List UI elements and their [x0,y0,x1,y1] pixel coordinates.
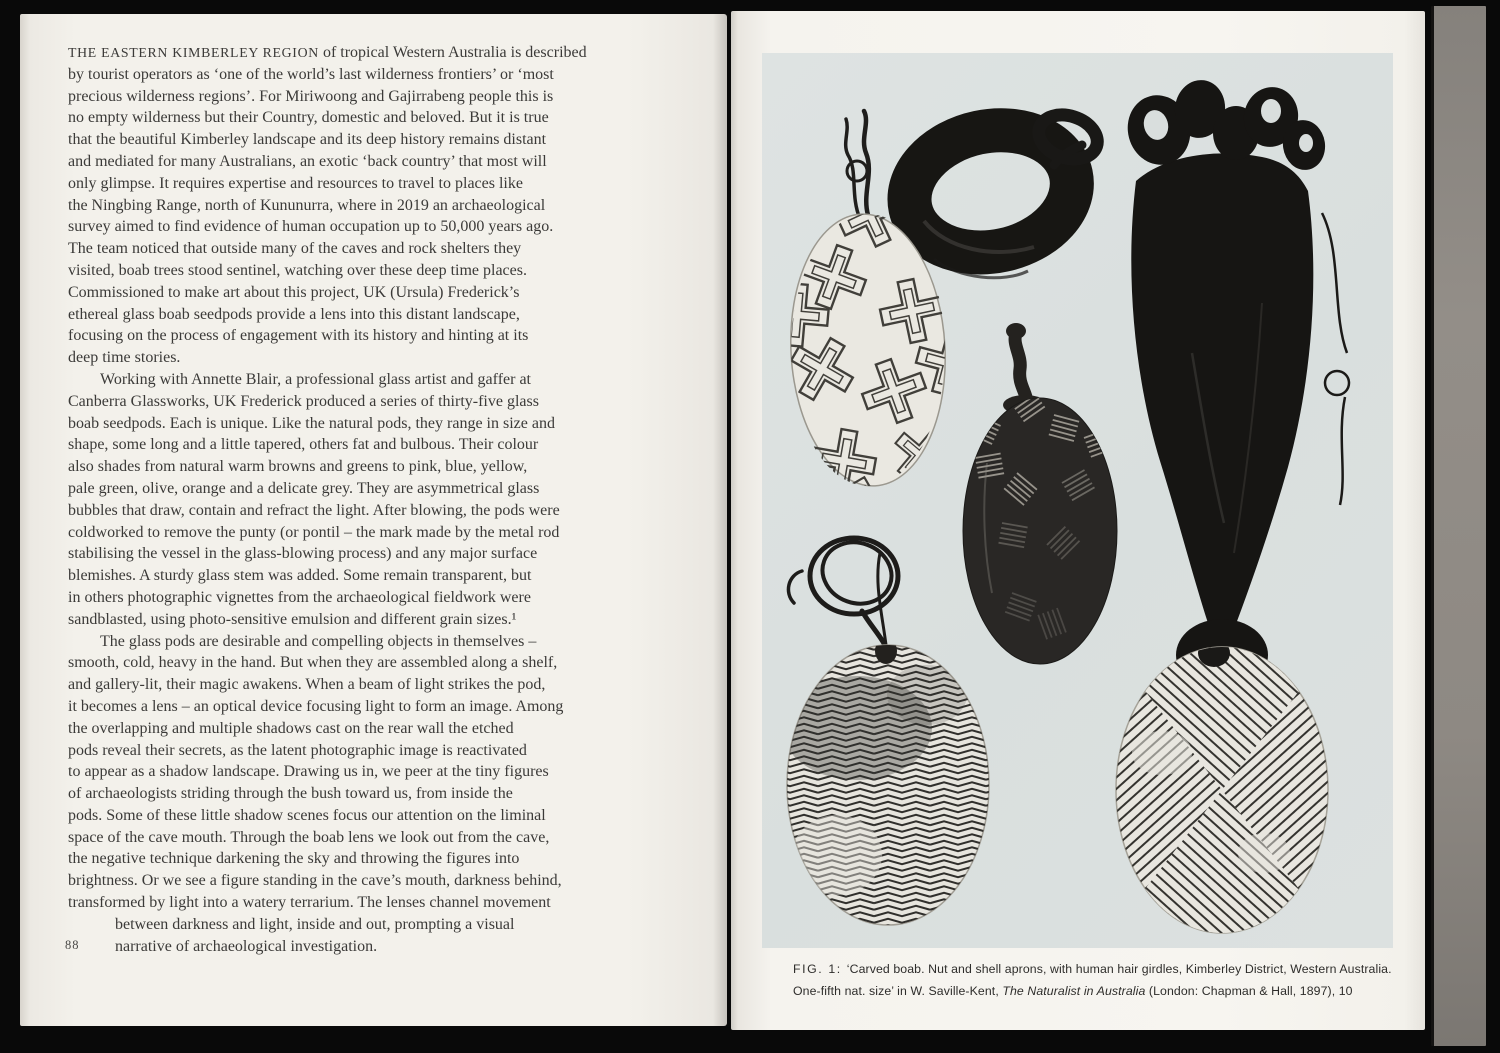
caption-line-2 [793,981,1399,1003]
page-number: 88 [65,938,80,952]
text-line: precious wilderness regions’. For Miriwoong and Gajirrabeng people this is [68,87,554,105]
text-line: Working with Annette Blair, a professional glass artist and gaffer at [100,370,531,388]
human-hair-girdle-coil [898,108,1103,278]
text-line: pods. Some of these little shadow scenes focus our attention on the liminal [68,806,546,824]
text-line: pods reveal their secrets, as the latent photographic image is reactivated [68,741,527,759]
text-line: to appear as a shadow landscape. Drawing us in, we peer at the tiny figures [68,763,549,781]
figure-caption [793,959,1399,1002]
text-line: that the beautiful Kimberley landscape and its deep history remains distant [68,131,547,149]
caption-line-1 [793,959,1399,981]
text-line: only glimpse. It requires expertise and resources to travel to places like [68,174,523,192]
text-line: by tourist operators as ‘one of the world’s last wilderness frontiers’ or ‘most [68,65,554,83]
text-line: the Ningbing Range, north of Kununurra, where in 2019 an archaeological [68,196,546,214]
text-line: and mediated for many Australians, an exotic ‘back country’ that most will [68,152,547,170]
text-line: no empty wilderness but their Country, domestic and beloved. But it is true [68,109,549,127]
text-line: it becomes a lens – an optical device focusing light to form an image. Among [68,697,564,715]
book-fore-edge [1431,6,1486,1046]
text-line: also shades from natural warm browns and greens to pink, blue, yellow, [68,458,528,476]
text-line: pale green, olive, orange and a delicate grey. They are asymmetrical glass [68,479,540,497]
text-line: Canberra Glassworks, UK Frederick produced a series of thirty-five glass [68,392,539,410]
text-line: visited, boab trees stood sentinel, watching over these deep time places. [68,261,527,279]
text-line: The glass pods are desirable and compelling objects in themselves – [100,632,537,650]
figure-plate [762,53,1393,948]
text-line: the negative technique darkening the sky and throwing the figures into [68,850,520,868]
text-line: and gallery-lit, their magic awakens. When a beam of light strikes the pod, [68,676,546,694]
caption-text-2a: One-fifth nat. size’ in W. Saville-Kent, [793,983,1003,998]
right-page [731,11,1425,1030]
text-line: focusing on the process of engagement with its history and hinting at its [68,327,529,345]
text-line: stabilising the vessel in the glass-blowing process) and any major surface [68,545,538,563]
carved-boab-nut-meander-pattern [763,111,986,543]
left-page [20,14,727,1026]
caption-text-2b: (London: Chapman & Hall, 1897), 10 [1145,983,1353,998]
text-line: smooth, cold, heavy in the hand. But when they are assembled along a shelf, [68,654,558,672]
text-line: deep time stories. [68,349,181,367]
text-line: bubbles that draw, contain and refract the light. After blowing, the pods were [68,501,560,519]
carved-boab-nut-zigzag-pattern [782,533,989,925]
text-line: narrative of archaeological investigation. [115,937,378,955]
text-line: sandblasted, using photo-sensitive emulsion and different grain sizes.¹ [68,610,517,628]
caption-text-1: ‘Carved boab. Nut and shell aprons, with human hair girdles, Kimberley District, Western Australia. [846,962,1392,976]
body-text [68,42,660,957]
text-line: THE EASTERN KIMBERLEY REGION of tropical Western Australia is described [68,44,587,61]
text-line: Commissioned to make art about this project, UK (Ursula) Frederick’s [68,283,520,301]
text-line: shape, some long and a little tapered, others fat and bulbous. Their colour [68,436,539,454]
text-line: between darkness and light, inside and out, prompting a visual [115,915,515,933]
text-line: transformed by light into a watery terrarium. The lenses channel movement [68,894,551,912]
caption-book-title: The Naturalist in Australia [1002,983,1146,998]
human-hair-girdle-hank [1120,77,1349,691]
text-line: blemishes. A sturdy glass stem was added. Some remain transparent, but [68,567,532,585]
figure-illustration [762,53,1393,948]
text-line: survey aimed to find evidence of human occupation up to 50,000 years ago. [68,218,554,236]
carved-boab-nut-radiating-chevron-pattern [1092,623,1352,948]
text-line: boab seedpods. Each is unique. Like the natural pods, they range in size and [68,414,555,432]
figure-label: FIG. 1: [793,962,842,976]
text-line: The team noticed that outside many of the caves and rock shelters they [68,240,522,258]
text-line: coldworked to remove the punty (or pontil – the mark made by the metal rod [68,523,560,541]
carved-boab-nut-with-stem [963,323,1117,664]
text-line: brightness. Or we see a figure standing in the cave’s mouth, darkness behind, [68,872,562,890]
text-line: the overlapping and multiple shadows cast on the rear wall the etched [68,719,514,737]
text-line: ethereal glass boab seedpods provide a lens into this distant landscape, [68,305,520,323]
text-line: of archaeologists striding through the bush toward us, from inside the [68,785,513,803]
text-line: in others photographic vignettes from the archaeological fieldwork were [68,588,531,606]
text-line: space of the cave mouth. Through the boab lens we look out from the cave, [68,828,550,846]
